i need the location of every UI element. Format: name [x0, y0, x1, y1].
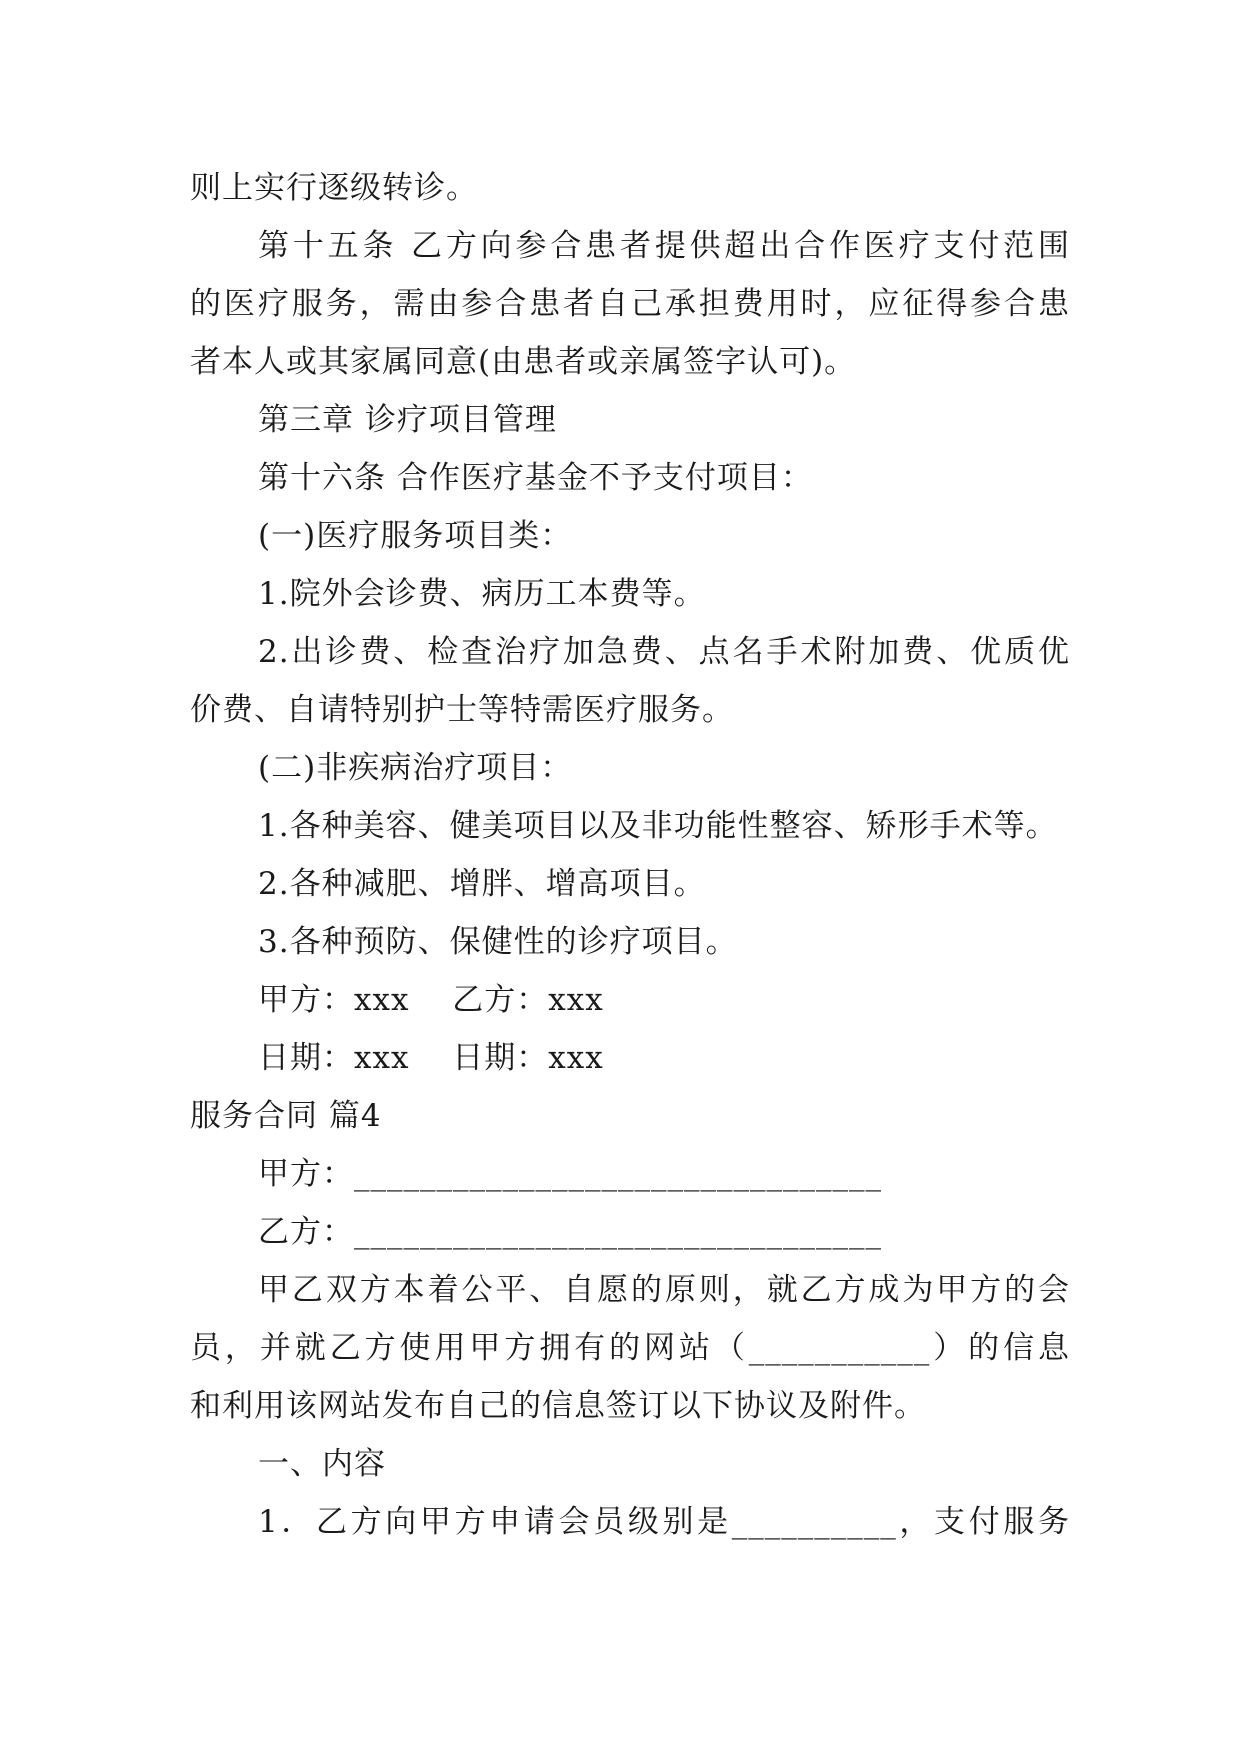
section-heading: 一、内容: [258, 1446, 386, 1482]
text-line: 1.院外会诊费、病历工本费等。: [258, 576, 706, 612]
section-title: 服务合同 篇4: [190, 1098, 382, 1134]
text-line: 价费、自请特别护士等特需医疗服务。: [190, 692, 734, 728]
text-line: 1.各种美容、健美项目以及非功能性整容、矫形手术等。: [258, 808, 1058, 844]
text-line: 第十六条 合作医疗基金不予支付项目：: [258, 460, 813, 496]
text-line: 2.各种减肥、增胖、增高项目。: [258, 866, 706, 902]
text-line: 第十五条 乙方向参合患者提供超出合作医疗支付范围: [258, 228, 1070, 264]
text-line: (一)医疗服务项目类：: [258, 518, 573, 554]
text-line: 的医疗服务，需由参合患者自己承担费用时，应征得参合患: [190, 286, 1070, 322]
party-b-field: 乙方：________________________________: [258, 1214, 882, 1250]
text-line: 则上实行逐级转诊。: [190, 170, 478, 206]
chapter-heading: 第三章 诊疗项目管理: [258, 402, 557, 438]
date-line: 日期：xxx 日期：xxx: [258, 1040, 604, 1076]
text-line: 3.各种预防、保健性的诊疗项目。: [258, 924, 738, 960]
text-line: 员，并就乙方使用甲方拥有的网站（___________）的信息: [190, 1330, 1070, 1366]
text-line: 和利用该网站发布自己的信息签订以下协议及附件。: [190, 1388, 926, 1424]
text-line: (二)非疾病治疗项目：: [258, 750, 573, 786]
text-line: 2.出诊费、检查治疗加急费、点名手术附加费、优质优: [258, 634, 1070, 670]
party-a-field: 甲方：________________________________: [258, 1156, 882, 1192]
text-line: 者本人或其家属同意(由患者或亲属签字认可)。: [190, 344, 857, 380]
text-line: 1．乙方向甲方申请会员级别是__________，支付服务: [258, 1504, 1070, 1540]
signature-line: 甲方：xxx 乙方：xxx: [258, 982, 604, 1018]
text-line: 甲乙双方本着公平、自愿的原则，就乙方成为甲方的会: [258, 1272, 1070, 1308]
